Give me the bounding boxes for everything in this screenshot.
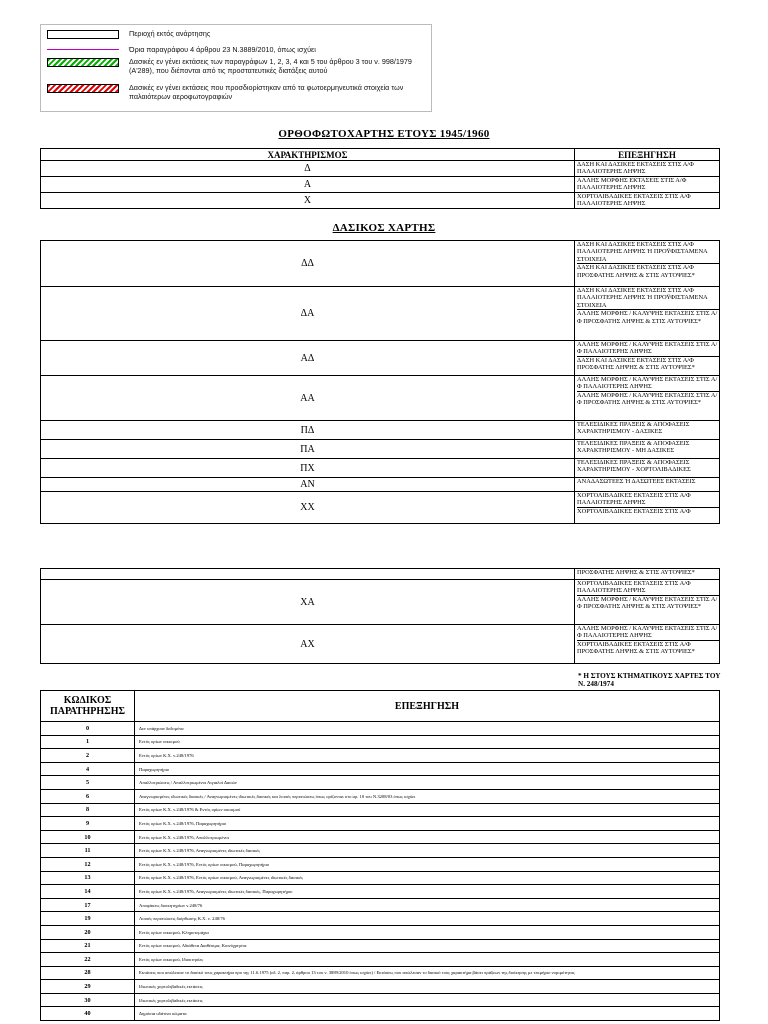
code-description: Ιδιωτικές χορτολιβαδικές εκτάσεις bbox=[135, 993, 720, 1007]
table-row bbox=[41, 898, 720, 912]
explanation-text: ΧΟΡΤΟΛΙΒΑΔΙΚΕΣ ΕΚΤΑΣΕΙΣ ΣΤΙΣ Α/Φ ΠΑΛΑΙΟΤΕΡΗΣ ΛΗΨΗΣ bbox=[577, 193, 691, 208]
code-description: Δεν υπάρχουν δεδομένα bbox=[135, 722, 720, 736]
legend-swatch bbox=[47, 30, 119, 39]
legend-text: Δασικές εν γένει εκτάσεις των παραγράφων 1, 2, 3, 4 και 5 του άρθρου 3 του ν. 998/1979 (Α'289), που διέπονται από τις προστατευτικές διατάξεις αυτού bbox=[129, 57, 412, 75]
table-row bbox=[41, 776, 720, 790]
table-row bbox=[41, 440, 720, 459]
code-description: Αναγνωρισμένες ιδιωτικές δασικές / Αναγνωρισμένες ιδιωτικές δασικές και λοιπές περιπτώσεις όπως ορίζονται στο αρ. 10 του Ν.3208/03 όπως ισχύει bbox=[135, 789, 720, 803]
explanation-text: ΠΡΟΣΦΑΤΗΣ ΛΗΨΗΣ & ΣΤΙΣ ΑΥΤΟΨΙΕΣ* bbox=[577, 569, 695, 576]
code-number: 12 bbox=[41, 857, 135, 871]
table-row bbox=[41, 953, 720, 967]
explanation-cell bbox=[575, 193, 720, 209]
code-description: Εντός ορίων Κ.Χ. ν.248/1976, Εντός ορίων οικισμού, Αναγνωρισμένες ιδιωτικές δασικές bbox=[135, 871, 720, 885]
table-row bbox=[41, 625, 720, 664]
table-row bbox=[41, 993, 720, 1007]
explanation-text: ΧΟΡΤΟΛΙΒΑΔΙΚΕΣ ΕΚΤΑΣΕΙΣ ΣΤΙΣ Α/Φ ΠΑΛΑΙΟΤΕΡΗΣ ΛΗΨΗΣ bbox=[577, 580, 719, 596]
explanation-text: ΑΛΛΗΣ ΜΟΡΦΗΣ / ΚΑΛΥΨΗΣ ΕΚΤΑΣΕΙΣ ΣΤΙΣ Α/Φ ΠΑΛΑΙΟΤΕΡΗΣ ΛΗΨΗΣ bbox=[577, 376, 718, 391]
code-description: Εντός ορίων οικισμού, Ιδιοκτησίες bbox=[135, 953, 720, 967]
legend-item bbox=[47, 83, 427, 101]
explanation-cell bbox=[575, 569, 720, 580]
legend-text: Δασικές εν γένει εκτάσεις που προσδιορίστηκαν από τα φωτοερμηνευτικά στοιχεία των παλαιότερων αεροφωτογραφιών bbox=[129, 83, 404, 101]
code-cell: ΧΑ bbox=[41, 580, 575, 625]
code-cell: ΑΑ bbox=[41, 376, 575, 421]
legend-text: Όρια παραγράφου 4 άρθρου 23 Ν.3889/2010, όπως ισχύει bbox=[129, 45, 316, 54]
explanation-cell bbox=[575, 440, 720, 459]
ortho-col-code: ΧΑΡΑΚΤΗΡΙΣΜΟΣ bbox=[41, 149, 575, 161]
explanation-text: ΤΕΛΕΣΙΔΙΚΕΣ ΠΡΑΞΕΙΣ & ΑΠΟΦΑΣΕΙΣ ΧΑΡΑΚΤΗΡΙΣΜΟΥ - ΧΟΡΤΟΛΙΒΑΔΙΚΕΣ bbox=[577, 459, 691, 474]
explanation-text: ΧΟΡΤΟΛΙΒΑΔΙΚΕΣ ΕΚΤΑΣΕΙΣ ΣΤΙΣ Α/Φ ΠΑΛΑΙΟΤΕΡΗΣ ΛΗΨΗΣ bbox=[577, 492, 719, 508]
code-cell: ΠΑ bbox=[41, 440, 575, 459]
table-row bbox=[41, 844, 720, 858]
explanation-text: ΑΛΛΗΣ ΜΟΡΦΗΣ / ΚΑΛΥΨΗΣ ΕΚΤΑΣΕΙΣ ΣΤΙΣ Α/Φ ΠΑΛΑΙΟΤΕΡΗΣ ΛΗΨΗΣ bbox=[577, 341, 718, 356]
explanation-text: ΔΑΣΗ ΚΑΙ ΔΑΣΙΚΕΣ ΕΚΤΑΣΕΙΣ ΣΤΙΣ Α/Φ ΠΑΛΑΙΟΤΕΡΗΣ ΛΗΨΗΣ bbox=[577, 161, 694, 176]
explanation-cell bbox=[575, 459, 720, 478]
code-number: 22 bbox=[41, 953, 135, 967]
explanation-text: ΤΕΛΕΣΙΔΙΚΕΣ ΠΡΑΞΕΙΣ & ΑΠΟΦΑΣΕΙΣ ΧΑΡΑΚΤΗΡΙΣΜΟΥ - ΜΗ ΔΑΣΙΚΕΣ bbox=[577, 440, 690, 455]
code-cell: ΑΔ bbox=[41, 341, 575, 376]
code-number: 30 bbox=[41, 993, 135, 1007]
code-number: 1 bbox=[41, 735, 135, 749]
table-row bbox=[41, 421, 720, 440]
table-row bbox=[41, 161, 720, 177]
footnote: * Η ΣΤΟΥΣ ΚΤΗΜΑΤΙΚΟΥΣ ΧΑΡΤΕΣ ΤΟΥ Ν. 248/1974 bbox=[578, 672, 721, 688]
code-number: 2 bbox=[41, 749, 135, 763]
explanation-text: ΔΑΣΗ ΚΑΙ ΔΑΣΙΚΕΣ ΕΚΤΑΣΕΙΣ ΣΤΙΣ Α/Φ ΠΡΟΣΦΑΤΗΣ ΛΗΨΗΣ & ΣΤΙΣ ΑΥΤΟΨΙΕΣ* bbox=[577, 356, 695, 372]
ortho-title: ΟΡΘΟΦΩΤΟΧΑΡΤΗΣ ΕΤΟΥΣ 1945/1960 bbox=[278, 128, 490, 140]
explanation-text: ΔΑΣΗ ΚΑΙ ΔΑΣΙΚΕΣ ΕΚΤΑΣΕΙΣ ΣΤΙΣ Α/Φ ΠΑΛΑΙΟΤΕΡΗΣ ΛΗΨΗΣ Ή ΠΡΟΫΦΙΣΤΑΜΕΝΑ ΣΤΟΙΧΕΙΑ bbox=[577, 287, 719, 310]
explanation-text: ΑΛΛΗΣ ΜΟΡΦΗΣ / ΚΑΛΥΨΗΣ ΕΚΤΑΣΕΙΣ ΣΤΙΣ Α/Φ ΠΡΟΣΦΑΤΗΣ ΛΗΨΗΣ & ΣΤΙΣ ΑΥΤΟΨΙΕΣ* bbox=[577, 391, 718, 407]
explanation-text: ΑΛΛΗΣ ΜΟΡΦΗΣ ΕΚΤΑΣΕΙΣ ΣΤΙΣ Α/Φ ΠΑΛΑΙΟΤΕΡΗΣ ΛΗΨΗΣ bbox=[577, 177, 687, 192]
code-description: Εντός ορίων Κ.Χ. ν.248/1976 & Εντός ορίων οικισμού bbox=[135, 803, 720, 817]
code-description: Λοιπές περιπτώσεις διόρθωσης Κ.Χ. ν. 248/76 bbox=[135, 912, 720, 926]
table-row bbox=[41, 580, 720, 625]
code-cell: ΑΝ bbox=[41, 478, 575, 492]
explanation-cell bbox=[575, 241, 720, 287]
code-description: Εντός ορίων Κ.Χ. ν.248/1976, Παραχωρητήριο bbox=[135, 817, 720, 831]
code-number: 40 bbox=[41, 1007, 135, 1021]
forest-table-continued bbox=[40, 568, 720, 664]
forest-table bbox=[40, 240, 720, 524]
code-cell: Χ bbox=[41, 193, 575, 209]
code-description: Παραχωρητήριο bbox=[135, 762, 720, 776]
forest-title: ΔΑΣΙΚΟΣ ΧΑΡΤΗΣ bbox=[332, 222, 436, 234]
code-description: Εντός ορίων Κ.Χ. ν.248/1976, Αναγνωρισμένες ιδιωτικές δασικές, Παραχωρητήριο bbox=[135, 885, 720, 899]
code-number: 10 bbox=[41, 830, 135, 844]
explanation-text: ΔΑΣΗ ΚΑΙ ΔΑΣΙΚΕΣ ΕΚΤΑΣΕΙΣ ΣΤΙΣ Α/Φ ΠΡΟΣΦΑΤΗΣ ΛΗΨΗΣ & ΣΤΙΣ ΑΥΤΟΨΙΕΣ* bbox=[577, 264, 695, 279]
explanation-cell bbox=[575, 421, 720, 440]
code-cell bbox=[41, 569, 575, 580]
code-number: 20 bbox=[41, 925, 135, 939]
table-row bbox=[41, 569, 720, 580]
code-cell: Δ bbox=[41, 161, 575, 177]
code-number: 4 bbox=[41, 762, 135, 776]
explanation-cell bbox=[575, 625, 720, 664]
table-row bbox=[41, 939, 720, 953]
explanation-text: ΑΛΛΗΣ ΜΟΡΦΗΣ / ΚΑΛΥΨΗΣ ΕΚΤΑΣΕΙΣ ΣΤΙΣ Α/Φ ΠΑΛΑΙΟΤΕΡΗΣ ΛΗΨΗΣ bbox=[577, 625, 718, 640]
legend-swatch bbox=[47, 45, 119, 50]
table-row bbox=[41, 341, 720, 376]
explanation-text: ΑΛΛΗΣ ΜΟΡΦΗΣ / ΚΑΛΥΨΗΣ ΕΚΤΑΣΕΙΣ ΣΤΙΣ Α/Φ ΠΡΟΣΦΑΤΗΣ ΛΗΨΗΣ & ΣΤΙΣ ΑΥΤΟΨΙΕΣ* bbox=[577, 595, 718, 611]
code-cell: Α bbox=[41, 177, 575, 193]
table-row bbox=[41, 1007, 720, 1021]
codes-table bbox=[40, 690, 720, 1021]
table-row bbox=[41, 803, 720, 817]
code-number: 14 bbox=[41, 885, 135, 899]
explanation-cell bbox=[575, 161, 720, 177]
table-row bbox=[41, 966, 720, 980]
table-row bbox=[41, 830, 720, 844]
code-description: Ιδιωτικές χορτολιβαδικές εκτάσεις bbox=[135, 980, 720, 994]
table-row bbox=[41, 287, 720, 341]
explanation-text: ΧΟΡΤΟΛΙΒΑΔΙΚΕΣ ΕΚΤΑΣΕΙΣ ΣΤΙΣ Α/Φ bbox=[577, 507, 691, 515]
ortho-table bbox=[40, 148, 720, 209]
code-number: 29 bbox=[41, 980, 135, 994]
code-number: 9 bbox=[41, 817, 135, 831]
table-row bbox=[41, 459, 720, 478]
codes-col-code: ΚΩΔΙΚΟΣ ΠΑΡΑΤΗΡΗΣΗΣ bbox=[41, 691, 135, 722]
code-description: Εκτάσεις που απώλεσαν το δασικό τους χαρακτήρα προ της 11.6.1975 (εδ. 2, παρ. 2, άρθρου 13 του ν. 3889/2010 όπως ισχύει) / Εκτάσεις που απώλεσαν το δασικό τους χαρακτήρα βάσει πράξεων της διοίκησης με τεκμήριο νομιμότητας bbox=[135, 966, 720, 980]
table-row bbox=[41, 857, 720, 871]
code-cell: ΠΔ bbox=[41, 421, 575, 440]
table-row bbox=[41, 912, 720, 926]
table-row bbox=[41, 817, 720, 831]
code-number: 28 bbox=[41, 966, 135, 980]
ortho-col-expl: ΕΠΕΞΗΓΗΣΗ bbox=[575, 149, 720, 161]
table-row bbox=[41, 177, 720, 193]
table-row bbox=[41, 492, 720, 524]
table-row bbox=[41, 762, 720, 776]
table-row bbox=[41, 478, 720, 492]
code-description: Απαλλοτριώσεις / Απαλλοτριωμένοι Αιγιαλοί Δασών bbox=[135, 776, 720, 790]
explanation-cell bbox=[575, 580, 720, 625]
code-description: Εντός ορίων Κ.Χ. ν.248/1976, Εντός ορίων οικισμού, Παραχωρητήριο bbox=[135, 857, 720, 871]
legend-item bbox=[47, 45, 427, 54]
table-row bbox=[41, 376, 720, 421]
legend-swatch bbox=[47, 58, 119, 67]
table-row bbox=[41, 871, 720, 885]
code-number: 13 bbox=[41, 871, 135, 885]
code-number: 21 bbox=[41, 939, 135, 953]
explanation-cell bbox=[575, 341, 720, 376]
code-description: Εντός ορίων Κ.Χ. ν.248/1976, Αναγνωρισμένες ιδιωτικές δασικές bbox=[135, 844, 720, 858]
code-description: Εντός ορίων οικισμού, Κληροτεμάχια bbox=[135, 925, 720, 939]
code-number: 19 bbox=[41, 912, 135, 926]
explanation-cell bbox=[575, 177, 720, 193]
table-row bbox=[41, 722, 720, 736]
explanation-cell bbox=[575, 492, 720, 524]
table-row bbox=[41, 885, 720, 899]
explanation-cell bbox=[575, 478, 720, 492]
code-number: 17 bbox=[41, 898, 135, 912]
code-number: 6 bbox=[41, 789, 135, 803]
legend-item bbox=[47, 29, 427, 39]
table-row bbox=[41, 980, 720, 994]
table-row bbox=[41, 241, 720, 287]
table-row bbox=[41, 789, 720, 803]
code-number: 5 bbox=[41, 776, 135, 790]
table-row bbox=[41, 735, 720, 749]
explanation-cell bbox=[575, 287, 720, 341]
legend-swatch bbox=[47, 84, 119, 93]
code-number: 8 bbox=[41, 803, 135, 817]
code-description: Εντός ορίων Κ.Χ. ν.248/1976, Απαλλοτριωμένοι bbox=[135, 830, 720, 844]
code-description: Εντός ορίων οικισμού, Αδιάθετα Διαθέσιμα, Κοινόχρηστα bbox=[135, 939, 720, 953]
explanation-text: ΧΟΡΤΟΛΙΒΑΔΙΚΕΣ ΕΚΤΑΣΕΙΣ ΣΤΙΣ Α/Φ ΠΡΟΣΦΑΤΗΣ ΛΗΨΗΣ & ΣΤΙΣ ΑΥΤΟΨΙΕΣ* bbox=[577, 640, 695, 656]
table-row bbox=[41, 193, 720, 209]
code-cell: ΑΧ bbox=[41, 625, 575, 664]
code-cell: ΠΧ bbox=[41, 459, 575, 478]
code-number: 0 bbox=[41, 722, 135, 736]
code-cell: ΧΧ bbox=[41, 492, 575, 524]
code-number: 11 bbox=[41, 844, 135, 858]
explanation-text: ΑΝΑΔΑΣΩΤΕΕΣ Ή ΔΑΣΩΤΕΕΣ ΕΚΤΑΣΕΙΣ bbox=[577, 478, 696, 485]
code-description: Εντός ορίων οικισμού bbox=[135, 735, 720, 749]
legend-box bbox=[40, 24, 432, 112]
code-cell: ΔΔ bbox=[41, 241, 575, 287]
explanation-text: ΤΕΛΕΣΙΔΙΚΕΣ ΠΡΑΞΕΙΣ & ΑΠΟΦΑΣΕΙΣ ΧΑΡΑΚΤΗΡΙΣΜΟΥ - ΔΑΣΙΚΕΣ bbox=[577, 421, 690, 436]
code-description: Αποφάσεις διοικητηρίων ν.248/76 bbox=[135, 898, 720, 912]
code-description: Δημόσια υδάτινα σώματα bbox=[135, 1007, 720, 1021]
legend-item bbox=[47, 57, 427, 75]
legend-text: Περιοχή εκτός ανάρτησης bbox=[129, 29, 211, 38]
explanation-cell bbox=[575, 376, 720, 421]
table-row bbox=[41, 925, 720, 939]
explanation-text: ΔΑΣΗ ΚΑΙ ΔΑΣΙΚΕΣ ΕΚΤΑΣΕΙΣ ΣΤΙΣ Α/Φ ΠΑΛΑΙΟΤΕΡΗΣ ΛΗΨΗΣ Ή ΠΡΟΫΦΙΣΤΑΜΕΝΑ ΣΤΟΙΧΕΙΑ bbox=[577, 241, 719, 264]
explanation-text: ΑΛΛΗΣ ΜΟΡΦΗΣ / ΚΑΛΥΨΗΣ ΕΚΤΑΣΕΙΣ ΣΤΙΣ Α/Φ ΠΡΟΣΦΑΤΗΣ ΛΗΨΗΣ & ΣΤΙΣ ΑΥΤΟΨΙΕΣ* bbox=[577, 310, 718, 325]
code-description: Εντός ορίων Κ.Χ. ν.248/1976 bbox=[135, 749, 720, 763]
codes-col-expl: ΕΠΕΞΗΓΗΣΗ bbox=[135, 691, 720, 722]
code-cell: ΔΑ bbox=[41, 287, 575, 341]
table-row bbox=[41, 749, 720, 763]
